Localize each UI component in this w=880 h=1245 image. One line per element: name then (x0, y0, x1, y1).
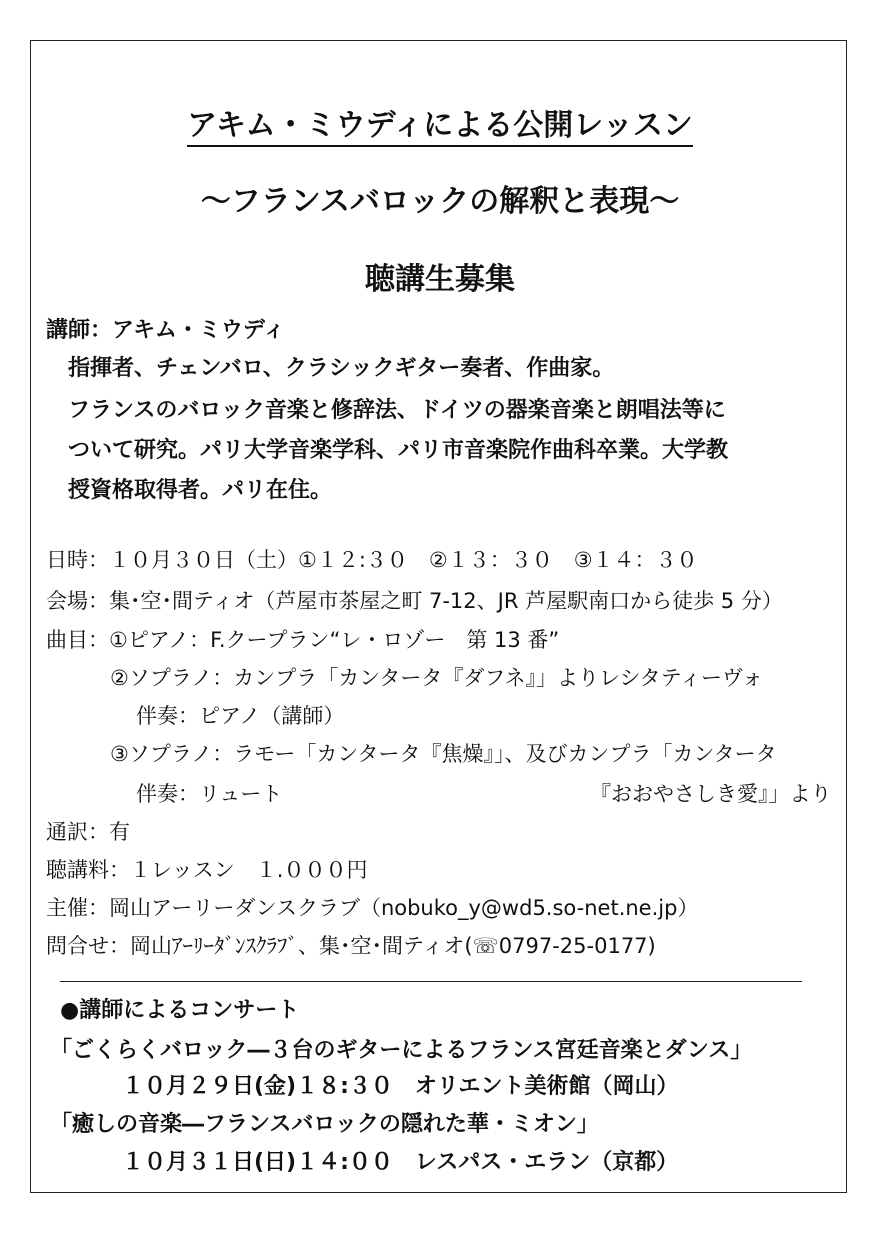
concert-2-info: １０月３１日(日)１４:００ レスパス・エラン（京都） (122, 1150, 679, 1175)
recruit-heading: 聴講生募集 (365, 262, 515, 297)
instructor-bio-line: 指揮者、チェンバロ、クラシックギター奏者、作曲家。 (68, 356, 615, 381)
flyer-subtitle: ～フランスバロックの解釈と表現～ (200, 184, 680, 219)
concert-2-title: 「癒しの音楽―フランスバロックの隠れた華・ミオン」 (50, 1112, 599, 1137)
lesson-venue: 会場：集･空･間ティオ（芦屋市茶屋之町 7-12、JR 芦屋駅南口から徒歩 5 分） (46, 589, 783, 613)
organizer-info: 主催：岡山アーリーダンスクラブ（nobuko_y@wd5.so-net.ne.jp） (46, 896, 699, 920)
program-item-3-accompaniment: 伴奏：リュート (136, 782, 283, 806)
contact-info: 問合せ：岡山ｱｰﾘｰﾀﾞﾝｽｸﾗﾌﾞ、集･空･間ティオ(☏0797-25-0177) (46, 934, 656, 958)
program-item-1: 曲目：①ピアノ：F.クープラン“レ・ロゾー 第 13 番” (46, 628, 560, 652)
program-item-3-continued: 『おおやさしき愛』」より (590, 782, 832, 806)
program-item-3: ③ソプラノ：ラモー「カンタータ『焦燥』」、及びカンプラ「カンタータ (110, 742, 777, 766)
instructor-bio-line: ついて研究。パリ大学音楽学科、パリ市音楽院作曲科卒業。大学教 (68, 438, 729, 463)
concert-heading: ●講師によるコンサート (60, 998, 300, 1023)
section-divider (60, 981, 802, 982)
concert-1-info: １０月２９日(金)１８:３０ オリエント美術館（岡山） (122, 1074, 679, 1099)
lesson-datetime: 日時：１０月３０日（土）①１２:３０ ②１３：３０ ③１４：３０ (46, 548, 698, 572)
interpretation-info: 通訳：有 (46, 820, 130, 844)
instructor-bio-line: フランスのバロック音楽と修辞法、ドイツの器楽音楽と朗唱法等に (68, 398, 726, 423)
instructor-bio-line: 授資格取得者。パリ在住。 (68, 478, 333, 503)
flyer-title: アキム・ミウディによる公開レッスン (0, 100, 880, 144)
concert-1-title: 「ごくらくバロック―３台のギターによるフランス宮廷音楽とダンス」 (50, 1038, 753, 1063)
program-item-2: ②ソプラノ：カンプラ「カンタータ『ダフネ』」よりレシタティーヴォ (110, 666, 764, 690)
lesson-fee: 聴講料：１レッスン １.０００円 (46, 858, 368, 882)
instructor-heading: 講師：アキム・ミウディ (46, 318, 286, 343)
program-item-2-accompaniment: 伴奏：ピアノ（講師） (136, 704, 345, 728)
